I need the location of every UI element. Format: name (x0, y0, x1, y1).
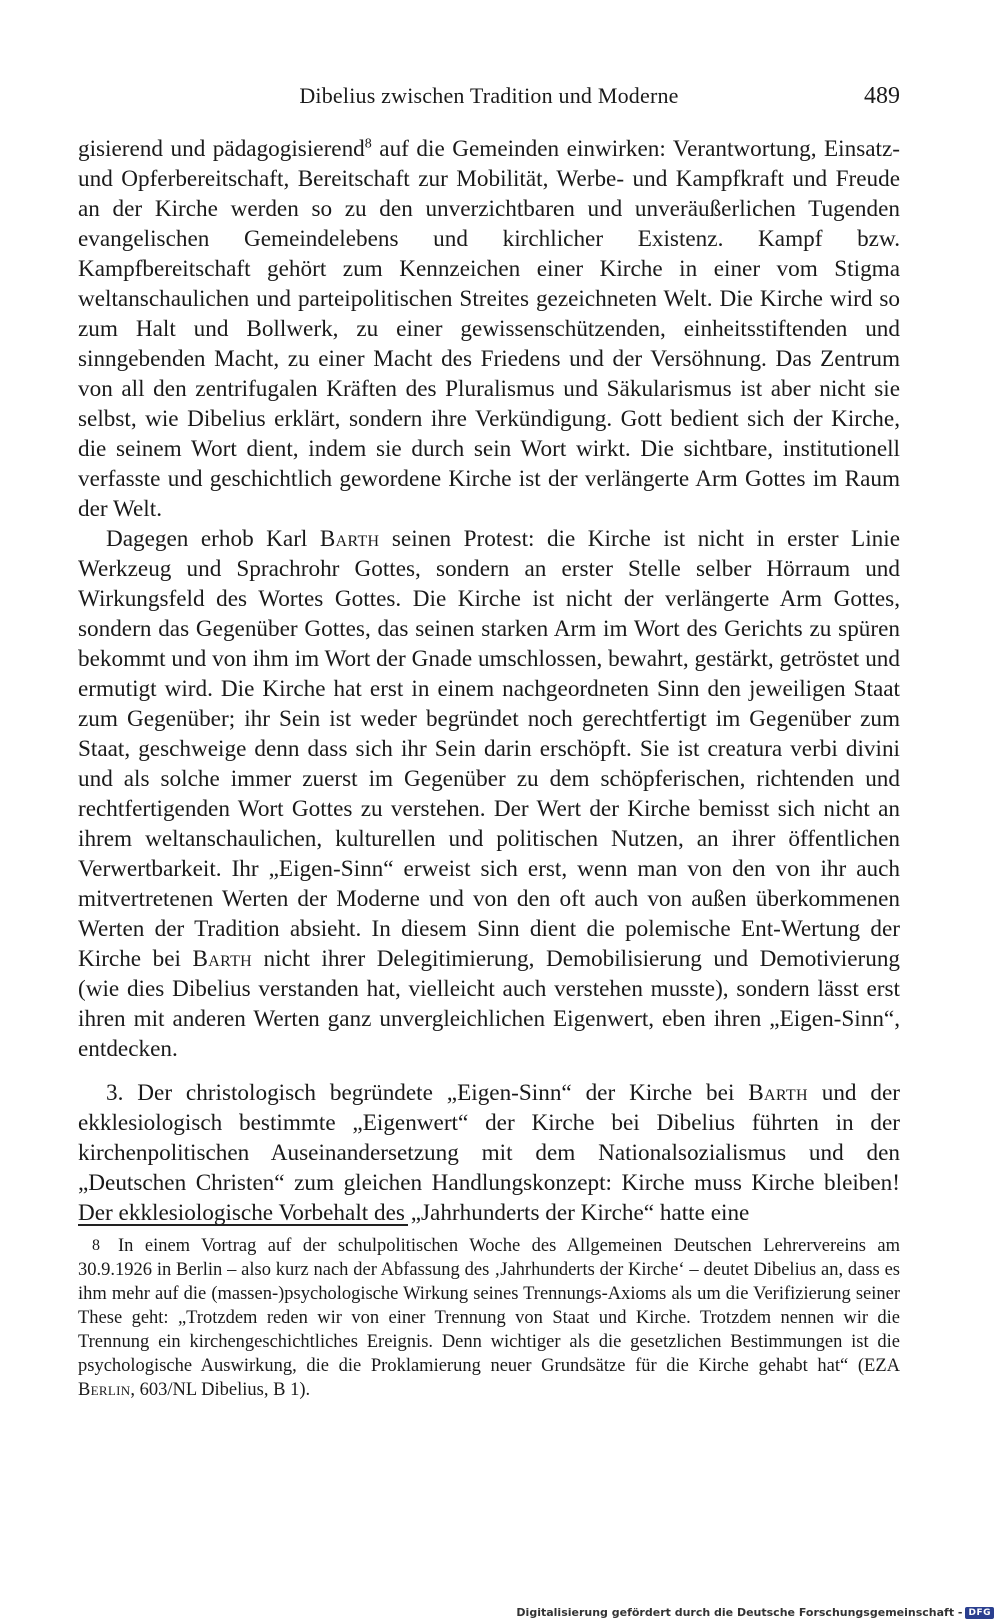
page-header (78, 78, 900, 114)
archive-place: Berlin (78, 1380, 131, 1400)
footnote-8: 8 In einem Vortrag auf der schulpolitischen Woche des Allgemeinen Deutschen Lehrervereins am 30.9.1926 in Berlin – also kurz nach der Abfassung des ‚Jahrhunderts der Kirche‘ – deutet Dibelius an, dass es ihm mehr auf die (massen-)psychologische Wirkung seines Trennungs-Axioms als um die Verifizierung seiner These geht: „Trotzdem reden wir von einer Trennung von Staat und Kirche. Trotzdem nennen wir die Trennung ein kirchengeschichtliches Ereignis. Denn wichtiger als die gesetzlichen Bestimmungen ist die psychologische Auswirkung, die die Proklamierung neuer Grundsätze für die Kirche gehabt hat“ (EZA Berlin, 603/NL Dibelius, B 1). (78, 1236, 900, 1400)
footnote-separator (78, 1224, 408, 1226)
author-name: Barth (319, 526, 380, 552)
digitization-credit: Digitalisierung gefördert durch die Deutsche Forschungsgemeinschaft - DFG (516, 1606, 994, 1619)
paragraph-1: gisierend und pädagogisierend$^8$ auf die Gemeinden einwirken: Verantwortung, Einsatz- und Opferbereitschaft, Bereitschaft zur Mobilität, Werbe- und Kampfkraft und Freude an der Kirche werden so zu den unverzichtbaren und unveräußerlichen Tugenden evangelischen Gemeindelebens und kirchlicher Existenz. Kampf bzw. Kampfbereitschaft gehört zum Kennzeichen einer Kirche in einer vom Stigma weltanschaulichen und parteipolitischen Streites gezeichneten Welt. Die Kirche wird so zum Halt und Bollwerk, zu einer gewissenschützenden, einheitsstiftenden und sinngebenden Macht, zu einer Macht des Friedens und der Versöhnung. Das Zentrum von all den zentrifugalen Kräften des Pluralismus und Säkularismus ist aber nicht sie selbst, wie Dibelius erklärt, sondern ihre Verkündigung. Gott bedient sich der Kirche, die seinem Wort dient, indem sie durch sein Wort wirkt. Die sichtbare, institutionell verfasste und geschichtlich gewordene Kirche ist der verlängerte Arm Gottes im Raum der Welt. (78, 136, 900, 522)
paragraph-3: 3. Der christologisch begründete „Eigen-Sinn“ der Kirche bei Barth und der ekklesiologisch bestimmte „Eigenwert“ der Kirche bei Dibelius führten in der kirchenpolitischen Auseinandersetzung mit dem Nationalsozialismus und den „Deutschen Christen“ zum gleichen Handlungskonzept: Kirche muss Kirche bleiben! Der ekklesiologische Vorbehalt des „Jahrhunderts der Kirche“ hatte eine (78, 1080, 901, 1226)
page-number: 489 (864, 82, 900, 109)
dfg-logo-icon: DFG (965, 1607, 994, 1619)
author-name: Barth (748, 1080, 808, 1106)
footnote-ref-8: 8 (364, 136, 372, 152)
main-text (78, 134, 900, 1228)
running-title: Dibelius zwischen Tradition und Moderne (299, 83, 679, 108)
author-name: Barth (192, 946, 253, 972)
footnote-number: 8 (92, 1237, 100, 1254)
paragraph-2: Dagegen erhob Karl Barth seinen Protest: die Kirche ist nicht in erster Linie Werkzeug und Sprachrohr Gottes, sondern an erster Stelle selber Hörraum und Wirkungsfeld des Wortes Gottes. Die Kirche ist nicht der verlängerte Arm Gottes, sondern das Gegenüber Gottes, das seinen starken Arm im Wort des Gerichts zu spüren bekommt und von ihm im Wort der Gnade umschlossen, bewahrt, gestärkt, getröstet und ermutigt wird. Die Kirche hat erst in einem nachgeordneten Sinn den jeweiligen Staat zum Gegenüber; ihr Sein ist weder begründet noch gerechtfertigt im Gegenüber zum Staat, geschweige denn dass sich ihr Sein darin erschöpft. Sie ist creatura verbi divini und als solche immer zuerst im Gegenüber zu dem schöpferischen, richtenden und rechtfertigenden Wort Gottes zu verstehen. Der Wert der Kirche bemisst sich nicht an ihrem weltanschaulichen, kulturellen und politischen Nutzen, an ihrer öffentlichen Verwertbarkeit. Ihr „Eigen-Sinn“ erweist sich erst, wenn man von den von ihr auch mitvertretenen Werten der Moderne und von den oft auch von außen überkommenen Werten der Tradition absieht. In diesem Sinn dient die polemische Ent-Wertung der Kirche bei Barth nicht ihrer Delegitimierung, Demobilisierung und Demotivierung (wie dies Dibelius verstanden hat, vielleicht auch verstehen musste), sondern lässt erst ihren mit anderen Werten ganz unvergleichlichen Eigenwert, eben ihren „Eigen-Sinn“, entdecken. (78, 526, 901, 1062)
